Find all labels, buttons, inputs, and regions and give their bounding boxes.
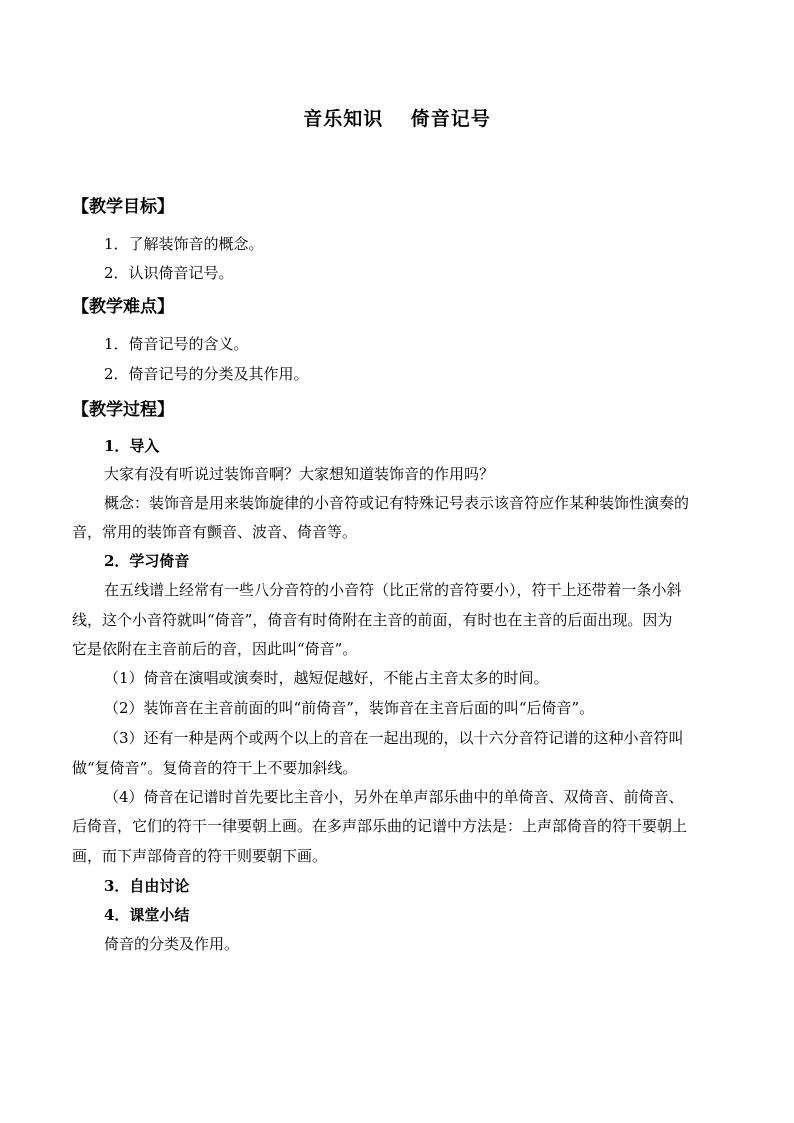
paragraph-line: 画，而下声部倚音的符干则要朝下画。 xyxy=(72,847,328,865)
subsection-heading-learn: 2．学习倚音 xyxy=(104,552,190,570)
list-item: 2．认识倚音记号。 xyxy=(104,264,234,282)
paragraph-line: （2）装饰音在主音前面的叫“前倚音”，装饰音在主音后面的叫“后倚音”。 xyxy=(104,699,595,717)
subsection-heading-discussion: 3．自由讨论 xyxy=(104,877,190,895)
list-item: 1．倚音记号的含义。 xyxy=(104,335,249,353)
subsection-heading-intro: 1．导入 xyxy=(104,437,160,455)
paragraph-line: 做“复倚音”。复倚音的符干上不要加斜线。 xyxy=(72,759,358,777)
paragraph-line: 大家有没有听说过装饰音啊？大家想知道装饰音的作用吗？ xyxy=(104,465,495,483)
subsection-heading-summary: 4．课堂小结 xyxy=(104,906,190,924)
paragraph-line: （3）还有一种是两个或两个以上的音在一起出现的，以十六分音符记谱的这种小音符叫 xyxy=(104,729,684,747)
paragraph-line: 音，常用的装饰音有颤音、波音、倚音等。 xyxy=(72,523,358,541)
paragraph-line: 倚音的分类及作用。 xyxy=(104,935,240,953)
list-item: 2．倚音记号的分类及其作用。 xyxy=(104,365,309,383)
section-heading-process: 【教学过程】 xyxy=(72,400,174,420)
list-item: 1．了解装饰音的概念。 xyxy=(104,235,264,253)
section-heading-objectives: 【教学目标】 xyxy=(72,197,174,217)
section-heading-difficulties: 【教学难点】 xyxy=(72,297,174,317)
page-title: 音乐知识 倚音记号 xyxy=(303,108,491,130)
paragraph-line: 在五线谱上经常有一些八分音符的小音符（比正常的音符要小），符干上还带着一条小斜 xyxy=(104,581,682,599)
paragraph-line: 概念：装饰音是用来装饰旋律的小音符或记有特殊记号表示该音符应作某种装饰性演奏的 xyxy=(104,494,690,512)
paragraph-line: （4）倚音在记谱时首先要比主音小，另外在单声部乐曲中的单倚音、双倚音、前倚音、 xyxy=(104,788,684,806)
paragraph-line: 线，这个小音符就叫“倚音”，倚音有时倚附在主音的前面，有时也在主音的后面出现。因为 xyxy=(72,611,673,629)
paragraph-line: （1）倚音在演唱或演奏时，越短促越好，不能占主音太多的时间。 xyxy=(104,669,549,687)
paragraph-line: 后倚音，它们的符干一律要朝上画。在多声部乐曲的记谱中方法是：上声部倚音的符干要朝上 xyxy=(72,817,688,835)
paragraph-line: 它是依附在主音前后的音，因此叫“倚音”。 xyxy=(72,640,358,658)
